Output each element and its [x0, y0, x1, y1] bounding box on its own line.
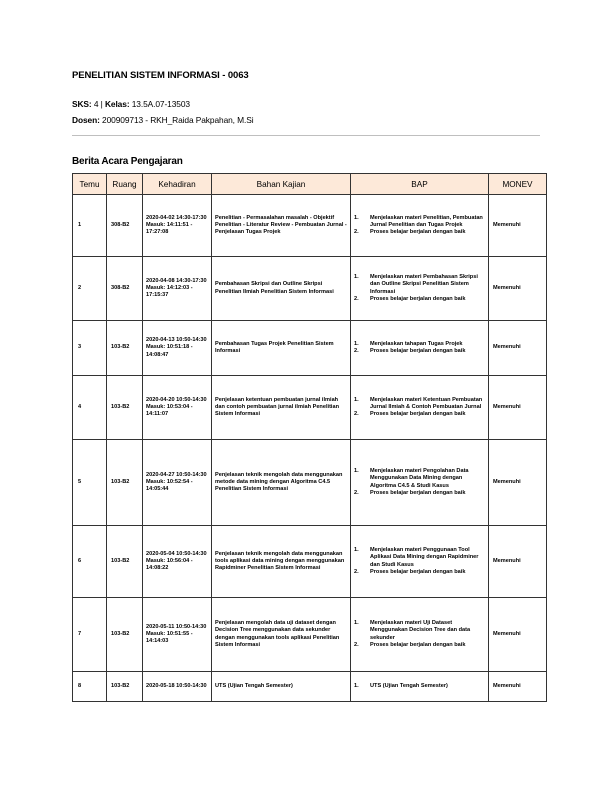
kehadiran-cell: 2020-04-20 10:50-14:30 Masuk: 10:53:04 - 14:11:07 — [143, 376, 212, 440]
table-row — [73, 526, 547, 598]
bahan-kajian-cell: Pembahasan Skripsi dan Outline Skripsi Penelitian Ilmiah Penelitian Sistem Informasi — [212, 257, 351, 321]
table-row — [73, 598, 547, 672]
monev-cell: Memenuhi — [489, 440, 547, 526]
ruang-cell: 103-B2 — [107, 440, 143, 526]
bap-cell — [351, 257, 489, 321]
bap-item: 2. Proses belajar berjalan dengan baik — [354, 568, 466, 575]
kehadiran-cell: 2020-05-11 10:50-14:30 Masuk: 10:51:55 - 14:14:03 — [143, 598, 212, 672]
temu-cell: 2 — [73, 257, 107, 321]
teaching-record-table — [72, 173, 547, 702]
bap-item: 2. Proses belajar berjalan dengan baik — [354, 411, 466, 418]
bap-cell — [351, 376, 489, 440]
kehadiran-cell: 2020-04-02 14:30-17:30 Masuk: 14:11:51 - 17:27:08 — [143, 195, 212, 257]
course-info-line: SKS: 4 | Kelas: 13.5A.07-13503 — [72, 99, 190, 109]
bap-item: 1. Menjelaskan tahapan Tugas Projek — [354, 340, 463, 347]
bahan-kajian-cell: Pembahasan Tugas Projek Penelitian Sistem Informasi — [212, 321, 351, 376]
bap-item: 2. Proses belajar berjalan dengan baik — [354, 229, 466, 236]
bahan-kajian-cell: Penjelasan mengolah data uji dataset dengan Decision Tree menggunakan data sekunder dengan menggunakan tools aplikasi Penelitian Sistem Informasi — [212, 598, 351, 672]
bap-cell — [351, 321, 489, 376]
table-row — [73, 257, 547, 321]
bap-cell — [351, 526, 489, 598]
temu-cell: 8 — [73, 672, 107, 702]
column-header-temu: Temu — [73, 174, 107, 195]
page-title: PENELITIAN SISTEM INFORMASI - 0063 — [72, 70, 249, 81]
temu-cell: 6 — [73, 526, 107, 598]
table-row — [73, 195, 547, 257]
bap-item: 2. Proses belajar berjalan dengan baik — [354, 489, 466, 496]
ruang-cell: 103-B2 — [107, 672, 143, 702]
bap-item: 1. Menjelaskan materi Pengolahan Data Menggunakan Data Mining dengan Algoritma C4.5 & Studi Kasus — [354, 467, 469, 489]
bap-cell — [351, 598, 489, 672]
bahan-kajian-cell: Penelitian - Permasalahan masalah - Objektif Penelitian - Literatur Review - Pembuatan Jurnal - Penjelasan Tugas Projek — [212, 195, 351, 257]
kelas-value: 13.5A.07-13503 — [131, 99, 190, 109]
ruang-cell: 103-B2 — [107, 321, 143, 376]
bap-cell — [351, 440, 489, 526]
ruang-cell: 308-B2 — [107, 195, 143, 257]
table-row — [73, 672, 547, 702]
bap-item: 2. Proses belajar berjalan dengan baik — [354, 348, 466, 354]
bap-item: 1. Menjelaskan materi Penggunaan Tool Aplikasi Data Mining dengan Rapidminer dan Studi Kasus — [354, 546, 479, 568]
lecturer-info-line: Dosen: 200909713 - RKH_Raida Pakpahan, M.Si — [72, 115, 254, 125]
monev-cell: Memenuhi — [489, 598, 547, 672]
monev-cell: Memenuhi — [489, 321, 547, 376]
sks-value: 4 — [93, 99, 99, 109]
column-header-bahan-kajian: Bahan Kajian — [212, 174, 351, 195]
column-header-bap: BAP — [351, 174, 489, 195]
kehadiran-cell: 2020-05-04 10:50-14:30 Masuk: 10:56:04 - 14:08:22 — [143, 526, 212, 598]
bap-item: 1. Menjelaskan materi Uji Dataset Menggunakan Decision Tree dan data sekunder — [354, 619, 471, 641]
monev-cell: Memenuhi — [489, 376, 547, 440]
temu-cell: 3 — [73, 321, 107, 376]
column-header-kehadiran: Kehadiran — [143, 174, 212, 195]
bap-item: 1. Menjelaskan materi Ketentuan Pembuatan Jurnal Ilmiah & Contoh Pembuatan Jurnal — [354, 396, 483, 410]
temu-cell: 4 — [73, 376, 107, 440]
ruang-cell: 308-B2 — [107, 257, 143, 321]
monev-cell: Memenuhi — [489, 257, 547, 321]
ruang-cell: 103-B2 — [107, 526, 143, 598]
sks-label: SKS — [72, 99, 89, 109]
bap-cell — [351, 195, 489, 257]
monev-cell: Memenuhi — [489, 526, 547, 598]
table-row — [73, 440, 547, 526]
bahan-kajian-cell: UTS (Ujian Tengah Semester) — [212, 672, 351, 702]
kehadiran-cell: 2020-04-27 10:50-14:30 Masuk: 10:52:54 - 14:05:44 — [143, 440, 212, 526]
column-header-ruang: Ruang — [107, 174, 143, 195]
section-title: Berita Acara Pengajaran — [72, 156, 183, 167]
bahan-kajian-cell: Penjelasan ketentuan pembuatan jurnal ilmiah dan contoh pembuatan jurnal ilmiah Penelitian Sistem Informasi — [212, 376, 351, 440]
bap-item: 1. Menjelaskan materi Pembahasan Skripsi dan Outline Skripsi Penelitian Sistem Informasi — [354, 273, 478, 295]
temu-cell: 1 — [73, 195, 107, 257]
kelas-label: Kelas — [104, 99, 127, 109]
monev-cell: Memenuhi — [489, 195, 547, 257]
dosen-value: 200909713 - RKH_Raida Pakpahan, M.Si — [102, 115, 254, 125]
kehadiran-cell: 2020-04-08 14:30-17:30 Masuk: 14:12:03 - 17:15:37 — [143, 257, 212, 321]
dosen-label: Dosen — [72, 115, 98, 125]
ruang-cell: 103-B2 — [107, 376, 143, 440]
column-header-monev: MONEV — [489, 174, 547, 195]
kehadiran-cell: 2020-04-13 10:50-14:30 Masuk: 10:51:18 - 14:08:47 — [143, 321, 212, 376]
header-divider — [72, 135, 540, 136]
bap-item: 1. Menjelaskan materi Penelitian, Pembuatan Jurnal Penelitian dan Tugas Projek — [354, 214, 483, 228]
kehadiran-cell: 2020-05-18 10:50-14:30 — [143, 672, 212, 702]
table-header-row — [73, 174, 547, 195]
bap-item: 2. Proses belajar berjalan dengan baik — [354, 641, 466, 648]
bap-item: 2. Proses belajar berjalan dengan baik — [354, 295, 466, 302]
bap-cell — [351, 672, 489, 702]
bahan-kajian-cell: Penjelasan teknik mengolah data menggunakan metode data mining dengan Algoritma C4.5 Penelitian Sistem Informasi — [212, 440, 351, 526]
temu-cell: 5 — [73, 440, 107, 526]
ruang-cell: 103-B2 — [107, 598, 143, 672]
monev-cell: Memenuhi — [489, 672, 547, 702]
temu-cell: 7 — [73, 598, 107, 672]
bap-item: 1. UTS (Ujian Tengah Semester) — [354, 682, 448, 689]
table-row — [73, 376, 547, 440]
table-row — [73, 321, 547, 376]
bahan-kajian-cell: Penjelasan teknik mengolah data menggunakan tools aplikasi data mining dengan menggunakan Rapidminer Penelitian Sistem Informasi — [212, 526, 351, 598]
